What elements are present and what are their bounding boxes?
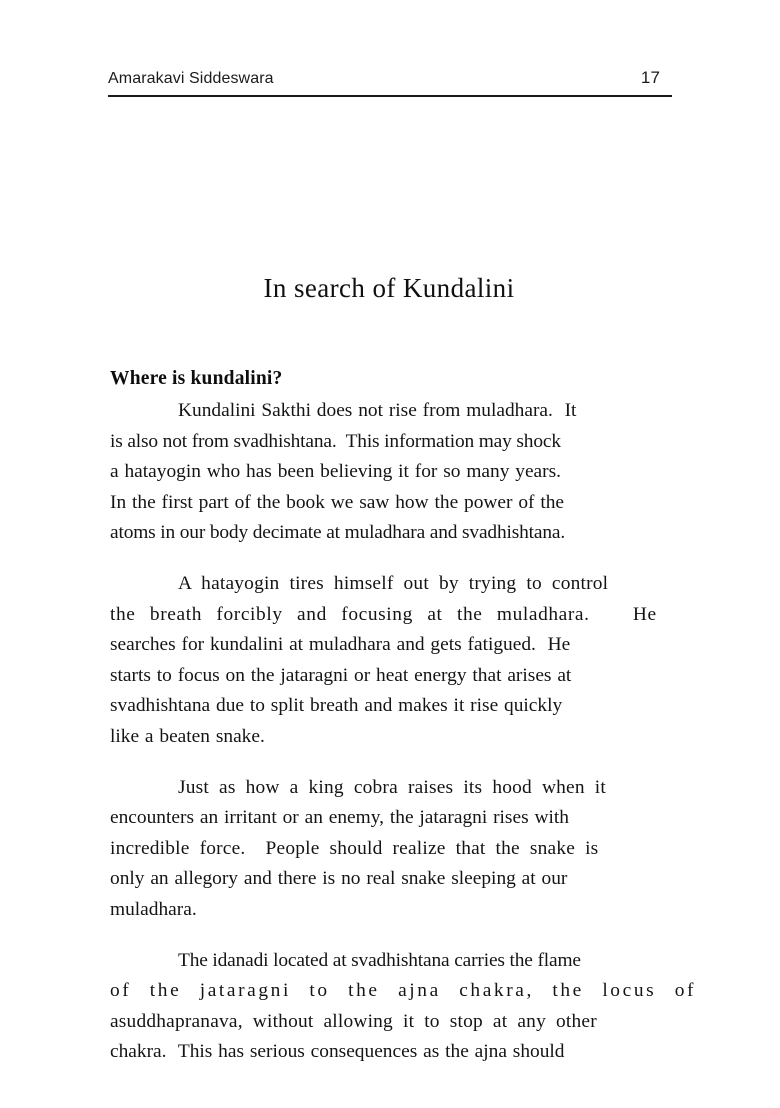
text-line: starts to focus on the jataragni or heat energy that arises at	[110, 664, 572, 686]
text-line: asuddhapranava, without allowing it to stop at any other	[110, 1010, 597, 1032]
body-text-column	[110, 396, 697, 1068]
text-line: the breath forcibly and focusing at the muladhara. He	[110, 603, 657, 625]
text-line: encounters an irritant or an enemy, the jataragni rises with	[110, 807, 569, 829]
text-line: svadhishtana due to split breath and makes it rise quickly	[110, 695, 563, 717]
text-line: a hatayogin who has been believing it for so many years.	[110, 461, 562, 483]
text-line: Kundalini Sakthi does not rise from muladhara. It	[178, 400, 577, 421]
paragraph-2	[110, 569, 668, 753]
text-line: Just as how a king cobra raises its hood when it	[178, 776, 606, 798]
text-line: incredible force. People should realize that the snake is	[110, 837, 599, 859]
section-heading: Where is kundalini?	[110, 368, 283, 390]
text-line: of the jataragni to the ajna chakra, the locus of	[110, 980, 697, 1002]
header-rule	[108, 95, 672, 97]
running-header	[108, 68, 672, 88]
text-line: In the first part of the book we saw how the power of the	[110, 491, 565, 513]
text-line: searches for kundalini at muladhara and gets fatigued. He	[110, 634, 571, 656]
text-line: A hatayogin tires himself out by trying to control	[178, 572, 609, 594]
header-page-number: 17	[640, 68, 660, 87]
text-line: only an allegory and there is no real snake sleeping at our	[110, 868, 568, 890]
paragraph-3	[110, 773, 668, 926]
paragraph-1	[110, 396, 668, 549]
text-line: The idanadi located at svadhishtana carries the flame	[178, 949, 581, 971]
paragraph-4	[110, 946, 697, 1068]
text-line: atoms in our body decimate at muladhara and svadhishtana.	[110, 522, 566, 544]
text-line: is also not from svadhishtana. This information may shock	[110, 430, 561, 452]
header-book-title: Amarakavi Siddeswara	[108, 70, 274, 87]
chapter-title: In search of Kundalini	[263, 273, 515, 304]
text-line: muladhara.	[110, 898, 197, 920]
text-line: chakra. This has serious consequences as the ajna should	[110, 1041, 565, 1063]
text-line: like a beaten snake.	[110, 725, 265, 747]
